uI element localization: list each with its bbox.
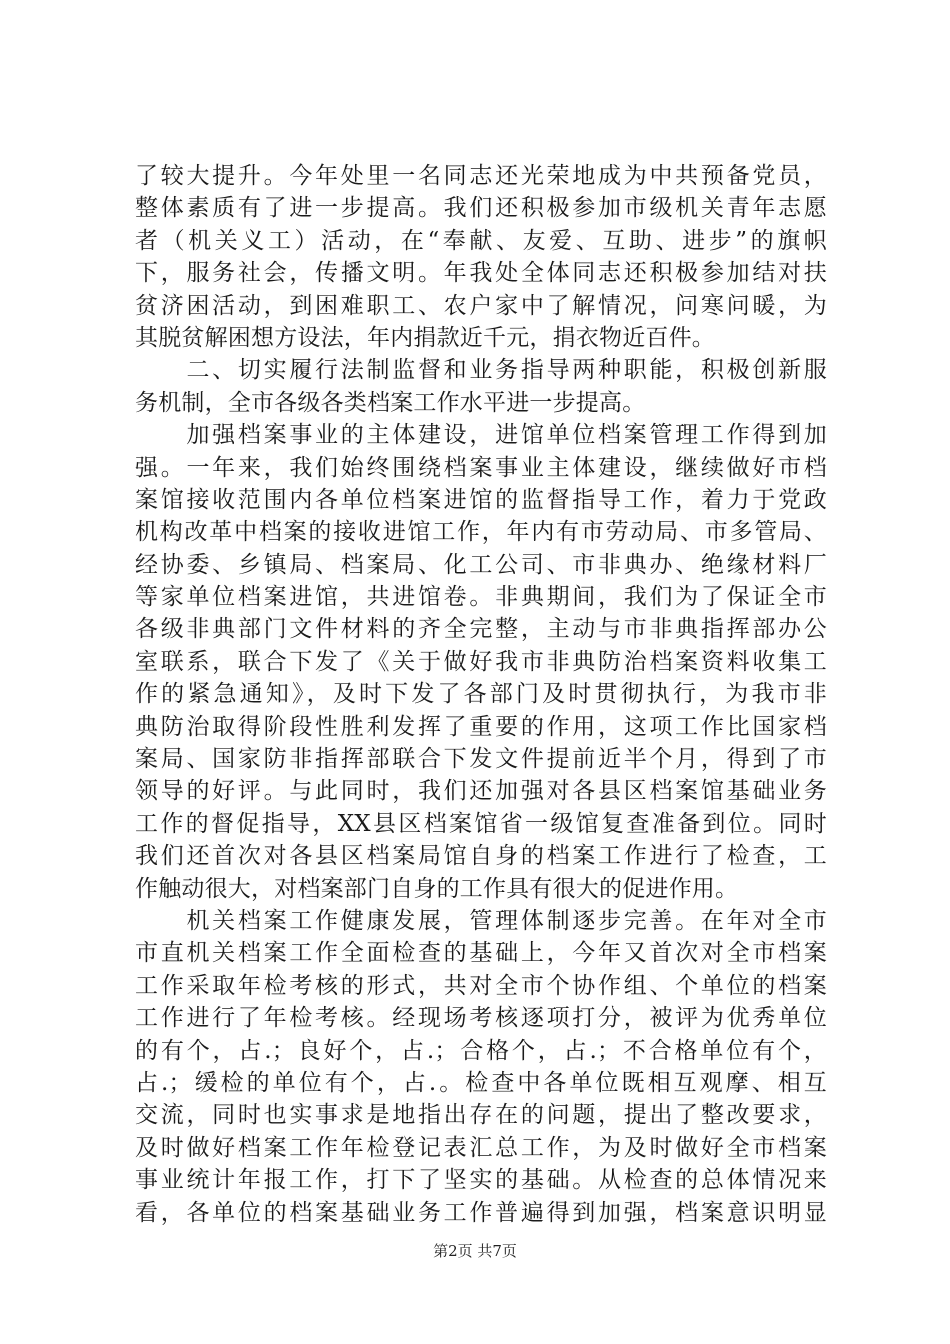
text-line: 工作进行了年检考核。经现场考核逐项打分，被评为优秀单位: [135, 1005, 827, 1032]
text-line: 案局、国家防非指挥部联合下发文件提前近半个月，得到了市: [135, 746, 827, 773]
text-line: 作的紧急通知》，及时下发了各部门及时贯彻执行，为我市非: [135, 681, 827, 708]
text-line: 典防治取得阶段性胜利发挥了重要的作用，这项工作比国家档: [135, 713, 827, 740]
text-line: 整体素质有了进一步提高。我们还积极参加市级机关青年志愿: [135, 195, 827, 222]
text-line: 工作采取年检考核的形式，共对全市个协作组、个单位的档案: [135, 972, 827, 999]
text-line: 市直机关档案工作全面检查的基础上，今年又首次对全市档案: [135, 940, 827, 967]
text-line: 看，各单位的档案基础业务工作普遍得到加强，档案意识明显: [135, 1199, 827, 1226]
text-line: 我们还首次对各县区档案局馆自身的档案工作进行了检查，工: [135, 843, 827, 870]
document-body: [135, 160, 827, 1229]
text-line: 机构改革中档案的接收进馆工作，年内有市劳动局、市多管局、: [135, 519, 827, 546]
text-line: 及时做好档案工作年检登记表汇总工作，为及时做好全市档案: [135, 1134, 827, 1161]
page-number-footer: 第2页 共7页: [433, 1242, 517, 1260]
text-line: 经协委、乡镇局、档案局、化工公司、市非典办、绝缘材料厂: [135, 551, 827, 578]
text-line: 交流，同时也实事求是地指出存在的问题，提出了整改要求，: [135, 1102, 827, 1129]
text-line: 二、切实履行法制监督和业务指导两种职能，积极创新服: [135, 357, 827, 384]
text-line: 室联系，联合下发了《关于做好我市非典防治档案资料收集工: [135, 648, 827, 675]
text-line: 作触动很大，对档案部门自身的工作具有很大的促进作用。: [135, 875, 739, 902]
text-line: 强。一年来，我们始终围绕档案事业主体建设，继续做好市档: [135, 454, 827, 481]
text-line: 其脱贫解困想方设法，年内捐款近千元，捐衣物近百件。: [135, 324, 715, 351]
text-line: 下，服务社会，传播文明。年我处全体同志还积极参加结对扶: [135, 260, 827, 287]
text-line: 等家单位档案进馆，共进馆卷。非典期间，我们为了保证全市: [135, 584, 827, 611]
text-line: 贫济困活动，到困难职工、农户家中了解情况，问寒问暖，为: [135, 292, 827, 319]
text-line: 占.；缓检的单位有个，占.。检查中各单位既相互观摩、相互: [135, 1069, 827, 1096]
text-line: 事业统计年报工作，打下了坚实的基础。从检查的总体情况来: [135, 1167, 827, 1194]
text-line: 机关档案工作健康发展，管理体制逐步完善。在年对全市: [135, 907, 827, 934]
text-line: 各级非典部门文件材料的齐全完整，主动与市非典指挥部办公: [135, 616, 827, 643]
text-line: 加强档案事业的主体建设，进馆单位档案管理工作得到加: [135, 422, 827, 449]
text-line: 案馆接收范围内各单位档案进馆的监督指导工作，着力于党政: [135, 486, 827, 513]
text-line: 务机制，全市各级各类档案工作水平进一步提高。: [135, 389, 646, 416]
text-line: 者（机关义工）活动，在“奉献、友爱、互助、进步”的旗帜: [135, 227, 827, 254]
text-line: 的有个，占.；良好个，占.；合格个，占.；不合格单位有个，: [135, 1037, 827, 1064]
text-line: 了较大提升。今年处里一名同志还光荣地成为中共预备党员，: [135, 163, 827, 189]
text-line: 工作的督促指导，XX县区档案馆省一级馆复查准备到位。同时: [135, 810, 827, 837]
text-line: 领导的好评。与此同时，我们还加强对各县区档案馆基础业务: [135, 778, 827, 805]
